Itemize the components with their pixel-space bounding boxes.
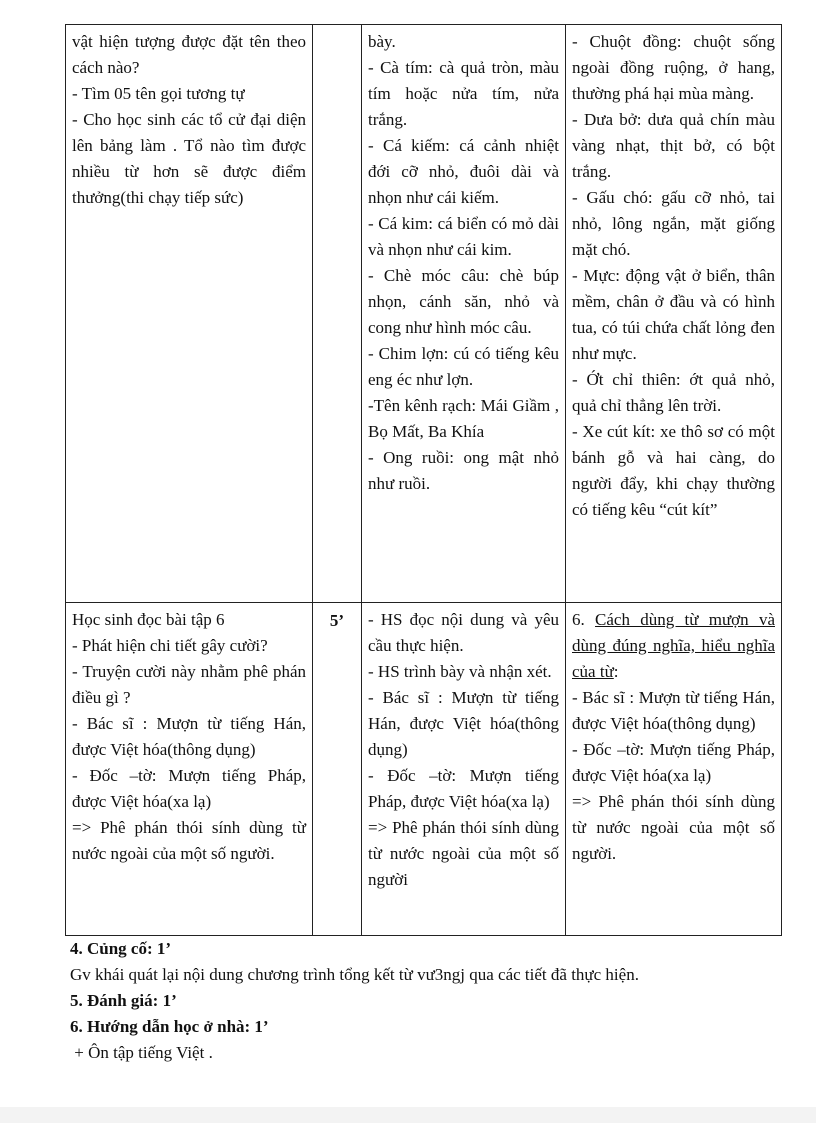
paragraph: - Cà tím: cà quả tròn, màu tím hoặc nửa tím, nửa trắng. bbox=[368, 58, 559, 129]
homework-title: 6. Hướng dẫn học ở nhà: 1’ bbox=[70, 1017, 269, 1036]
paragraph: - Đốc –tờ: Mượn tiếng Pháp, được Việt hóa(xa lạ) bbox=[572, 740, 775, 785]
paragraph: - Cho học sinh các tổ cử đại diện lên bảng làm . Tổ nào tìm được nhiều từ hơn sẽ được điểm thưởng(thi chạy tiếp sức) bbox=[72, 110, 306, 207]
paragraph: - Truyện cười này nhằm phê phán điều gì ? bbox=[72, 662, 306, 707]
student-activity-cell bbox=[362, 25, 566, 603]
paragraph: - Cá kiếm: cá cảnh nhiệt đới cỡ nhỏ, đuôi dài và nhọn như cái kiếm. bbox=[368, 136, 559, 207]
teacher-activity-cell bbox=[66, 25, 313, 603]
paragraph: - Ớt chỉ thiên: ớt quả nhỏ, quả chỉ thẳng lên trời. bbox=[572, 370, 775, 415]
paragraph: - Bác sĩ : Mượn từ tiếng Hán, được Việt hóa(thông dụng) bbox=[72, 714, 306, 759]
paragraph: - Đốc –tờ: Mượn tiếng Pháp, được Việt hóa(xa lạ) bbox=[72, 766, 306, 811]
paragraph: - Đốc –tờ: Mượn tiếng Pháp, được Việt hóa(xa lạ) bbox=[368, 766, 559, 811]
homework-item: + Ôn tập tiếng Việt . bbox=[70, 1043, 213, 1062]
time-label: 5’ bbox=[329, 611, 345, 630]
paragraph: - Mực: động vật ở biển, thân mềm, chân ở đầu và có hình tua, có túi chứa chất lỏng đen như mực. bbox=[572, 266, 775, 363]
table-row bbox=[66, 25, 782, 603]
consolidation-text: Gv khái quát lại nội dung chương trình tổng kết từ vư3ngj qua các tiết đã thực hiện. bbox=[70, 965, 639, 984]
paragraph: - Chim lợn: cú có tiếng kêu eng éc như lợn. bbox=[368, 344, 559, 389]
paragraph: bày. bbox=[368, 32, 396, 51]
paragraph: - Xe cút kít: xe thô sơ có một bánh gỗ và hai càng, do người đẩy, khi chạy thường có tiếng kêu “cút kít” bbox=[572, 422, 775, 519]
page-bottom-strip bbox=[0, 1107, 816, 1123]
paragraph: - HS trình bày và nhận xét. bbox=[368, 662, 552, 681]
evaluation-title: 5. Đánh giá: 1’ bbox=[70, 991, 177, 1010]
paragraph: - Bác sĩ : Mượn từ tiếng Hán, được Việt hóa(thông dụng) bbox=[368, 688, 559, 759]
content-cell bbox=[566, 25, 782, 603]
paragraph: - Phát hiện chi tiết gây cười? bbox=[72, 636, 268, 655]
section-heading bbox=[572, 607, 775, 685]
paragraph: Học sinh đọc bài tập 6 bbox=[72, 610, 225, 629]
time-cell bbox=[313, 603, 362, 936]
consolidation-title: 4. Củng cố: 1’ bbox=[70, 939, 172, 958]
time-cell bbox=[313, 25, 362, 603]
paragraph: => Phê phán thói sính dùng từ nước ngoài của một số người. bbox=[572, 792, 775, 863]
paragraph: - Bác sĩ : Mượn từ tiếng Hán, được Việt hóa(thông dụng) bbox=[572, 688, 775, 733]
heading-text: Cách dùng từ mượn và dùng đúng nghĩa, hiểu nghĩa của từ bbox=[572, 610, 775, 681]
time-label bbox=[313, 25, 361, 33]
heading-colon: : bbox=[613, 662, 619, 681]
paragraph: - Tìm 05 tên gọi tương tự bbox=[72, 84, 245, 103]
paragraph: vật hiện tượng được đặt tên theo cách nào? bbox=[72, 32, 306, 77]
table-row bbox=[66, 603, 782, 936]
paragraph: - Ong ruồi: ong mật nhỏ như ruồi. bbox=[368, 448, 559, 493]
paragraph: - Cá kim: cá biển có mỏ dài và nhọn như cái kim. bbox=[368, 214, 559, 259]
teacher-activity-cell bbox=[66, 603, 313, 936]
paragraph: => Phê phán thói sính dùng từ nước ngoài của một số người bbox=[368, 818, 559, 889]
paragraph: -Tên kênh rạch: Mái Giầm , Bọ Mất, Ba Khía bbox=[368, 396, 559, 441]
paragraph: - Chè móc câu: chè búp nhọn, cánh săn, nhỏ và cong như hình móc câu. bbox=[368, 266, 559, 337]
paragraph: - HS đọc nội dung và yêu cầu thực hiện. bbox=[368, 610, 559, 655]
paragraph: - Gấu chó: gấu cỡ nhỏ, tai nhỏ, lông ngắn, mặt giống mặt chó. bbox=[572, 188, 775, 259]
paragraph: - Chuột đồng: chuột sống ngoài đồng ruộng, ở hang, thường phá hại mùa màng. bbox=[572, 32, 775, 103]
paragraph: - Dưa bở: dưa quả chín màu vàng nhạt, thịt bở, có bột trắng. bbox=[572, 110, 775, 181]
closing-section bbox=[70, 936, 780, 1066]
paragraph: => Phê phán thói sính dùng từ nước ngoài của một số người. bbox=[72, 818, 306, 863]
content-cell bbox=[566, 603, 782, 936]
student-activity-cell bbox=[362, 603, 566, 936]
lesson-table bbox=[65, 24, 782, 936]
heading-number: 6. bbox=[572, 610, 596, 629]
